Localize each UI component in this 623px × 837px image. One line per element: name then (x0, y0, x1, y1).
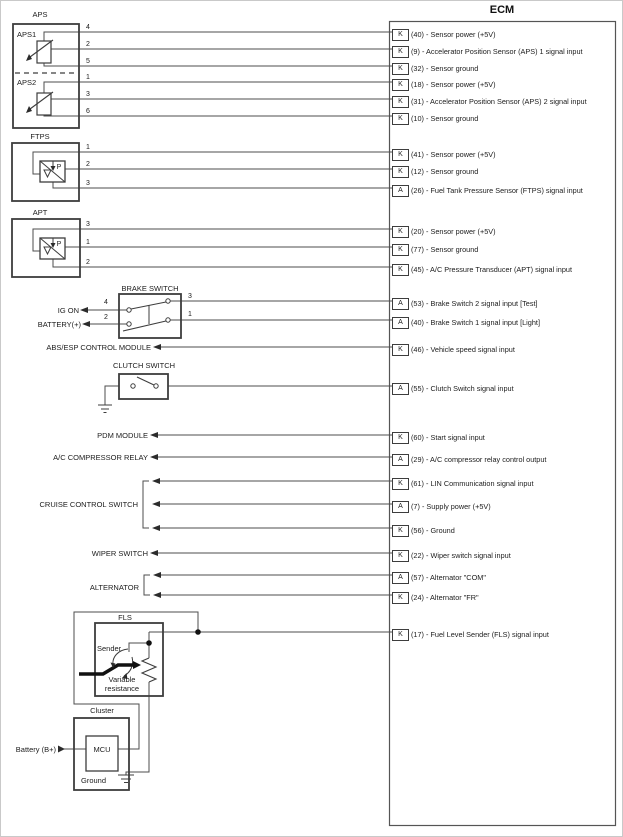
sender-label: Sender (97, 644, 122, 653)
clutch-switch-box (119, 374, 168, 399)
ecm-pin-row (392, 223, 496, 235)
aps-pin-number: 3 (86, 91, 90, 98)
brake-pin-number: 1 (188, 311, 192, 318)
ecm-pin-terminal: A (392, 501, 409, 513)
ecm-pin-label: (56) - Ground (411, 526, 455, 536)
ecm-pin-label: (41) - Sensor power (+5V) (411, 150, 496, 160)
cluster-ground-icon (118, 775, 134, 783)
ecm-pin-terminal: K (392, 550, 409, 562)
ecm-pin-label: (61) - LIN Communication signal input (411, 479, 534, 489)
ig-on-label: IG ON (57, 306, 79, 315)
ecm-pin-row (392, 380, 514, 392)
ecm-pin-row (392, 589, 479, 601)
ecm-pin-label: (77) - Sensor ground (411, 245, 479, 255)
ecm-pin-label: (24) - Alternator "FR" (411, 593, 479, 603)
junction-dot (195, 629, 201, 635)
ecm-pin-row (392, 429, 485, 441)
variable-resistance-line2: resistance (104, 684, 140, 693)
ecm-pin-row (392, 569, 486, 581)
ecm-pin-terminal: K (392, 63, 409, 75)
ecm-pin-terminal: K (392, 96, 409, 108)
ftps-p-letter: P (56, 164, 62, 171)
ecm-pin-terminal: A (392, 383, 409, 395)
ecm-pin-row (392, 241, 478, 253)
ecm-pin-row (392, 261, 572, 273)
battery-plus-label: BATTERY(+) (37, 320, 81, 329)
ecm-pin-label: (46) - Vehicle speed signal input (411, 345, 515, 355)
wiper-switch-label: WIPER SWITCH (91, 549, 148, 558)
ecm-pin-terminal: A (392, 572, 409, 584)
ecm-pin-terminal: K (392, 113, 409, 125)
ecm-pin-row (392, 626, 549, 638)
ecm-pin-terminal: K (392, 264, 409, 276)
ecm-pin-terminal: A (392, 185, 409, 197)
clutch-switch-label: CLUTCH SWITCH (112, 361, 176, 370)
apt-label: APT (32, 208, 48, 217)
ecm-pin-row (392, 314, 540, 326)
ecm-pin-label: (18) - Sensor power (+5V) (411, 80, 496, 90)
ecm-pin-terminal: K (392, 226, 409, 238)
ecm-pin-row (392, 163, 478, 175)
ecm-pin-label: (9) - Accelerator Position Sensor (APS) 1 signal input (411, 47, 583, 57)
ecm-pin-terminal: A (392, 298, 409, 310)
ecm-pin-row (392, 43, 583, 55)
ecm-pin-label: (40) - Brake Switch 1 signal input [Light] (411, 318, 540, 328)
ecm-pin-label: (53) - Brake Switch 2 signal input [Test] (411, 299, 538, 309)
aps-pin-number: 5 (86, 58, 90, 65)
ecm-pin-row (392, 341, 515, 353)
clutch-ground-icon (98, 405, 112, 413)
ac-compressor-relay-label: A/C COMPRESSOR RELAY (53, 453, 148, 462)
ecm-pin-row (392, 522, 455, 534)
ecm-pin-terminal: K (392, 478, 409, 490)
ecm-pin-label: (12) - Sensor ground (411, 167, 479, 177)
aps-pin-number: 6 (86, 108, 90, 115)
ecm-pin-row (392, 498, 491, 510)
brake-pin-number: 2 (104, 314, 108, 321)
ecm-pin-terminal: K (392, 344, 409, 356)
ecm-pin-label: (22) - Wiper switch signal input (411, 551, 511, 561)
ecm-pin-terminal: K (392, 149, 409, 161)
ecm-pin-row (392, 60, 478, 72)
ecm-pin-label: (7) - Supply power (+5V) (411, 502, 491, 512)
ecm-pin-label: (40) - Sensor power (+5V) (411, 30, 496, 40)
ecm-pin-row (392, 93, 587, 105)
ecm-pin-row (392, 26, 496, 38)
ecm-pin-row (392, 182, 583, 194)
ftps-pin-number: 1 (86, 144, 90, 151)
abs-esp-module-label: ABS/ESP CONTROL MODULE (46, 343, 151, 352)
apt-box (12, 219, 80, 277)
apt-p-letter: P (56, 241, 62, 248)
ecm-pin-terminal: K (392, 629, 409, 641)
apt-pin-number: 2 (86, 259, 90, 266)
ecm-pin-terminal: K (392, 592, 409, 604)
variable-resistance-label (99, 675, 145, 693)
variable-resistance-line1: Variable (108, 675, 136, 684)
aps2-label: APS2 (17, 78, 37, 87)
aps-label: APS (32, 10, 48, 19)
apt-pin-number: 3 (86, 221, 90, 228)
ecm-pin-label: (57) - Alternator "COM" (411, 573, 486, 583)
ecm-pin-terminal: K (392, 29, 409, 41)
aps-pin-number: 1 (86, 74, 90, 81)
ecm-pin-label: (10) - Sensor ground (411, 114, 479, 124)
ecm-pin-label: (32) - Sensor ground (411, 64, 479, 74)
apt-pin-number: 1 (86, 239, 90, 246)
ecm-pin-row (392, 295, 538, 307)
ecm-pin-terminal: K (392, 79, 409, 91)
cluster-ground-label: Ground (81, 776, 107, 785)
alternator-label: ALTERNATOR (89, 583, 139, 592)
ecm-pin-label: (55) - Clutch Switch signal input (411, 384, 514, 394)
brake-switch-label: BRAKE SWITCH (121, 284, 179, 293)
ecm-pin-terminal: A (392, 454, 409, 466)
fls-label: FLS (118, 613, 132, 622)
brake-pin-number: 3 (188, 293, 192, 300)
ftps-pin-number: 3 (86, 180, 90, 187)
cluster-label: Cluster (90, 706, 114, 715)
ecm-pin-label: (26) - Fuel Tank Pressure Sensor (FTPS) signal input (411, 186, 583, 196)
ecm-pin-row (392, 110, 478, 122)
ecm-pin-label: (20) - Sensor power (+5V) (411, 227, 496, 237)
ecm-title: ECM (489, 4, 515, 16)
cruise-control-switch-label: CRUISE CONTROL SWITCH (39, 500, 138, 509)
ecm-pin-label: (17) - Fuel Level Sender (FLS) signal input (411, 630, 549, 640)
ecm-pin-terminal: A (392, 317, 409, 329)
ecm-pin-terminal: K (392, 166, 409, 178)
ecm-pin-row (392, 475, 533, 487)
ecm-pin-label: (60) - Start signal input (411, 433, 485, 443)
ecm-pin-label: (31) - Accelerator Position Sensor (APS) 2 signal input (411, 97, 587, 107)
ecm-pin-terminal: K (392, 432, 409, 444)
aps-pin-number: 4 (86, 24, 90, 31)
ecm-pin-terminal: K (392, 525, 409, 537)
aps-box (13, 24, 79, 128)
junction-dot (146, 640, 152, 646)
aps-pin-number: 2 (86, 41, 90, 48)
ecm-pin-label: (29) - A/C compressor relay control output (411, 455, 547, 465)
ecm-pin-terminal: K (392, 46, 409, 58)
ecm-pin-row (392, 547, 511, 559)
ecm-pin-row (392, 146, 496, 158)
ecm-pin-row (392, 76, 496, 88)
battery-b-plus-label: Battery (B+) (15, 745, 56, 754)
brake-pin-number: 4 (104, 299, 108, 306)
ftps-pin-number: 2 (86, 161, 90, 168)
ecm-pin-terminal: K (392, 244, 409, 256)
ecm-pin-label: (45) - A/C Pressure Transducer (APT) signal input (411, 265, 572, 275)
pdm-module-label: PDM MODULE (97, 431, 148, 440)
ecm-box (390, 22, 616, 826)
ecm-pin-row (392, 451, 546, 463)
mcu-label: MCU (93, 745, 111, 754)
ftps-label: FTPS (30, 132, 50, 141)
aps1-label: APS1 (17, 30, 37, 39)
